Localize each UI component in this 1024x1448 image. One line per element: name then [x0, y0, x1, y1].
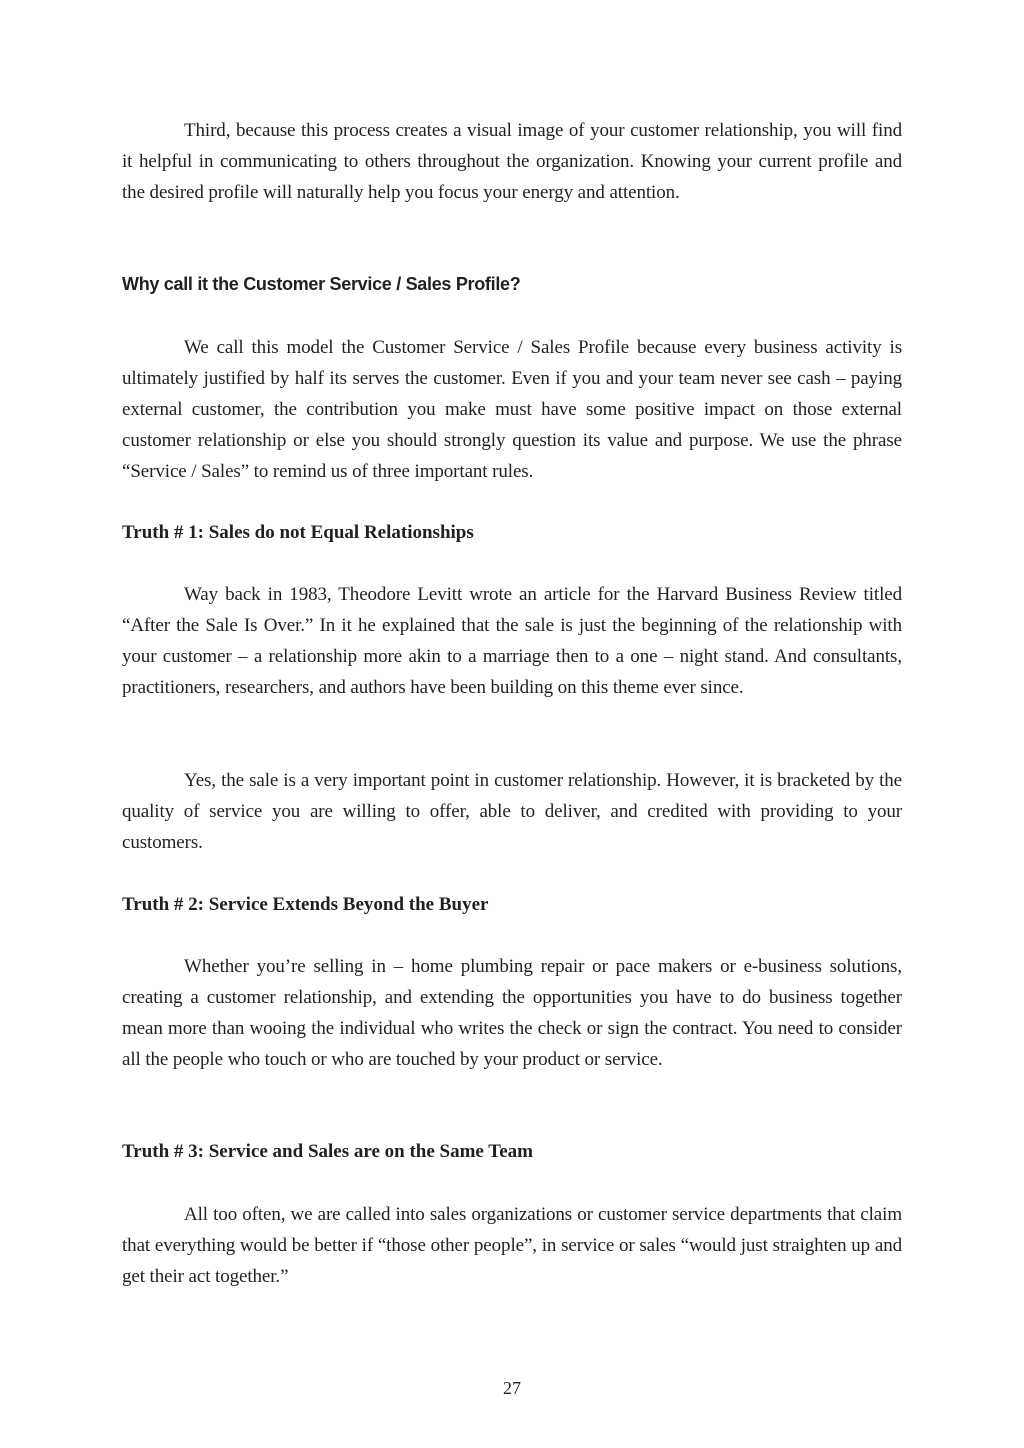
page-number: 27: [503, 1378, 521, 1398]
paragraph-way-back: Way back in 1983, Theodore Levitt wrote an article for the Harvard Business Review titled “After the Sale Is Over.” In it he explained that the sale is just the beginning of the relationship with your customer – a relationship more akin to a marriage then to a one – night stand. And consultants, practitioners, researchers, and authors have been building on this theme ever since.: [122, 584, 902, 698]
paragraph-third: Third, because this process creates a visual image of your customer relationship, you will find it helpful in communicating to others throughout the organization. Knowing your current profile and the desired profile will naturally help you focus your energy and attention.: [122, 120, 902, 203]
paragraph-yes-the-sale: Yes, the sale is a very important point in customer relationship. However, it is bracketed by the quality of service you are willing to offer, able to deliver, and credited with providing to your customers.: [122, 770, 902, 853]
paragraph-whether-selling: Whether you’re selling in – home plumbing repair or pace makers or e-business solutions, creating a customer relationship, and extending the opportunities you have to do business together mean more than wooing the individual who writes the check or sign the contract. You need to consider all the people who touch or who are touched by your product or service.: [122, 956, 902, 1070]
heading-truth-1: Truth # 1: Sales do not Equal Relationships: [122, 522, 474, 543]
heading-truth-3: Truth # 3: Service and Sales are on the Same Team: [122, 1141, 533, 1162]
paragraph-all-too-often: All too often, we are called into sales organizations or customer service departments that claim that everything would be better if “those other people”, in service or sales “would just straighten up and get their act together.”: [122, 1204, 902, 1287]
paragraph-we-call-this-model: We call this model the Customer Service / Sales Profile because every business activity is ultimately justified by half its serves the customer. Even if you and your team never see cash – paying external customer, the contribution you make must have some positive impact on those external customer relationship or else you should strongly question its value and purpose. We use the phrase “Service / Sales” to remind us of three important rules.: [122, 337, 902, 482]
heading-truth-2: Truth # 2: Service Extends Beyond the Buyer: [122, 894, 489, 915]
heading-why-call-it: Why call it the Customer Service / Sales Profile?: [122, 274, 521, 294]
